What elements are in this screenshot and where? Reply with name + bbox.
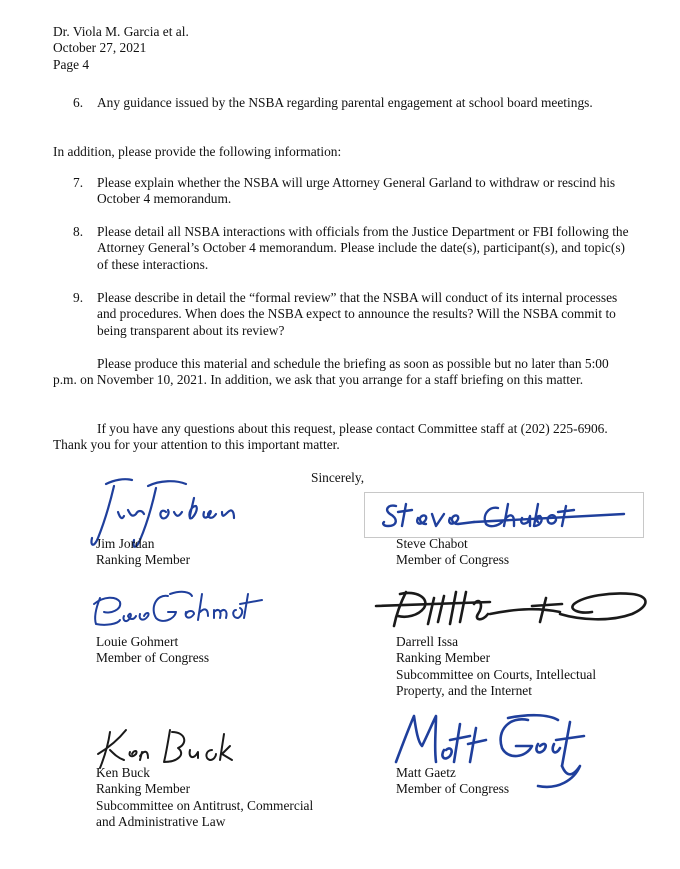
item-text: Please detail all NSBA interactions with officials from the Justice Department or FBI following the Attorney General’s October 4 memorandum. Please include the date(s), participant(s), and topic(s) of these interactions. [97,224,629,272]
chabot-signature-image [378,496,638,536]
signatory-name: Steve Chabot [396,536,468,551]
header-recipient: Dr. Viola M. Garcia et al. [53,24,189,39]
paragraph-produce: Please produce this material and schedule the briefing as soon as possible but no later than 5:00 p.m. on November 10, 2021. In addition, we ask that you arrange for a staff briefing on this matter. [53,356,609,388]
issa-signature-image [370,584,660,634]
signatory-title: Ranking Member [96,552,191,568]
paragraph-questions: If you have any questions about this request, please contact Committee staff at (202) 225-6906. Thank you for your attention to this important matter. [53,421,608,453]
signatory-name: Darrell Issa [396,634,459,649]
signatory-title: Member of Congress [396,781,510,797]
item-text: Any guidance issued by the NSBA regarding parental engagement at school board meetings. [97,95,593,110]
item-number: 7. [73,175,84,190]
header-page: Page 4 [53,56,90,72]
item-text: Please explain whether the NSBA will urge Attorney General Garland to withdraw or rescind his October 4 memorandum. [97,175,616,207]
signatory-title: Member of Congress [396,552,510,568]
signature-block-gaetz [396,765,509,798]
item-number: 6. [73,95,84,110]
signatory-name: Louie Gohmert [96,634,179,649]
closing-sincerely: Sincerely, [311,470,365,485]
item-text: Please describe in detail the “formal review” that the NSBA will conduct of its internal processes and procedures. When does the NSBA expect to announce the results? Will the NSBA commit to being transparent about its review? [97,290,618,338]
letter-header [53,24,189,73]
signature-block-gohmert [96,634,209,667]
signature-block-jordan [96,536,190,569]
signatory-subtitle-2: Property, and the Internet [396,682,532,698]
signatory-title: Ranking Member [396,650,491,666]
signatory-subtitle-1: Subcommittee on Courts, Intellectual [396,666,597,682]
signatory-title: Ranking Member [96,781,191,797]
additional-intro: In addition, please provide the following information: [53,144,342,159]
signatory-name: Jim Jordan [96,536,155,551]
header-date: October 27, 2021 [53,40,147,56]
signature-block-buck [96,765,313,830]
signature-block-chabot [396,536,509,569]
signatory-subtitle-2: and Administrative Law [96,813,226,829]
signatory-title: Member of Congress [96,650,210,666]
signatory-name: Matt Gaetz [396,765,456,780]
item-number: 8. [73,224,84,239]
gohmert-signature-image [90,586,265,632]
signature-block-issa [396,634,596,699]
item-number: 9. [73,290,84,305]
signatory-subtitle-1: Subcommittee on Antitrust, Commercial [96,797,314,813]
signatory-name: Ken Buck [96,765,150,780]
